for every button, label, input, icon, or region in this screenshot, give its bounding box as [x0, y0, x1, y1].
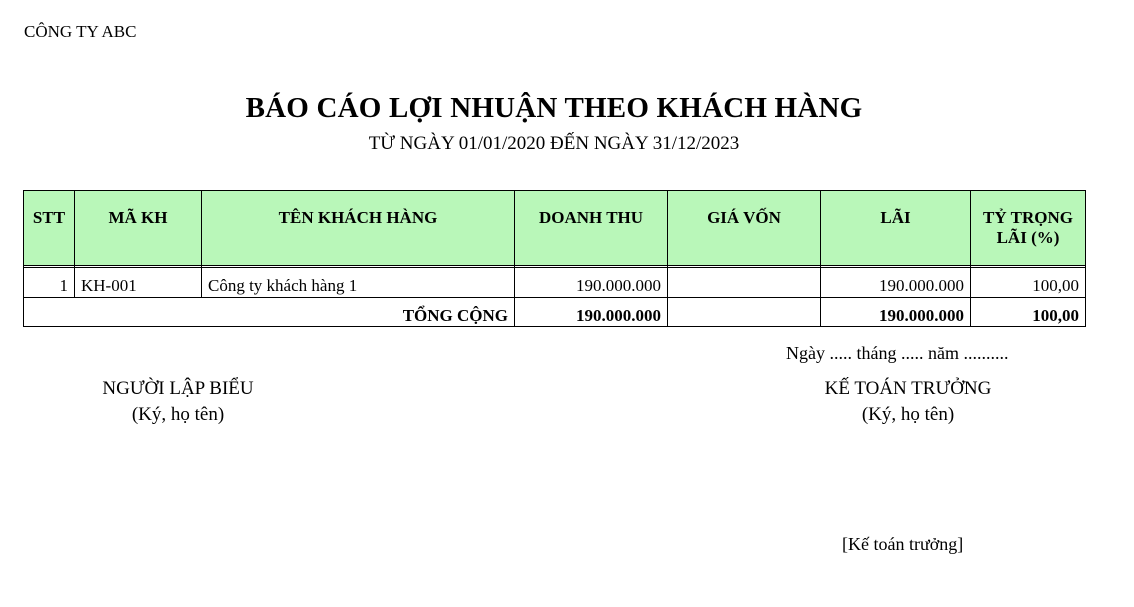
- header-gia-von: GIÁ VỐN: [668, 191, 821, 266]
- company-name: CÔNG TY ABC: [24, 22, 137, 41]
- header-ten-kh: TÊN KHÁCH HÀNG: [202, 191, 515, 266]
- header-ma-kh: MÃ KH: [75, 191, 202, 266]
- total-row: [24, 298, 1086, 327]
- total-gia-von: [668, 298, 821, 327]
- header-ty-trong: [971, 191, 1086, 266]
- report-title: BÁO CÁO LỢI NHUẬN THEO KHÁCH HÀNG: [245, 92, 863, 124]
- header-doanh-thu: DOANH THU: [515, 191, 668, 266]
- total-ty-trong: 100,00: [971, 298, 1086, 327]
- cell-ma-kh: KH-001: [75, 268, 202, 298]
- total-lai: 190.000.000: [821, 298, 971, 327]
- header-stt: STT: [24, 191, 75, 266]
- table-header-row: [24, 191, 1086, 266]
- chief-accountant-title: KẾ TOÁN TRƯỞNG: [824, 378, 992, 399]
- cell-ty-trong: 100,00: [971, 268, 1086, 298]
- profit-table: [23, 190, 1086, 327]
- chief-accountant-note: (Ký, họ tên): [861, 404, 955, 425]
- cell-doanh-thu: 190.000.000: [515, 268, 668, 298]
- header-lai: LÃI: [821, 191, 971, 266]
- preparer-note: (Ký, họ tên): [131, 404, 225, 425]
- table-row: [24, 268, 1086, 298]
- chief-accountant-signature-block: [808, 376, 1008, 428]
- chief-accountant-name: [Kế toán trưởng]: [842, 534, 964, 554]
- cell-ten-kh: Công ty khách hàng 1: [202, 268, 515, 298]
- cell-gia-von: [668, 268, 821, 298]
- signature-date-line: Ngày ..... tháng ..... năm ..........: [786, 343, 1009, 363]
- header-ty-trong-line2: LÃI (%): [996, 228, 1060, 247]
- total-doanh-thu: 190.000.000: [515, 298, 668, 327]
- preparer-title: NGƯỜI LẬP BIỂU: [102, 378, 254, 399]
- total-label: TỔNG CỘNG: [24, 298, 515, 327]
- header-ty-trong-line1: TỶ TRỌNG: [983, 208, 1073, 227]
- cell-stt: 1: [24, 268, 75, 298]
- cell-lai: 190.000.000: [821, 268, 971, 298]
- report-period: TỪ NGÀY 01/01/2020 ĐẾN NGÀY 31/12/2023: [368, 133, 740, 154]
- preparer-signature-block: [78, 376, 278, 428]
